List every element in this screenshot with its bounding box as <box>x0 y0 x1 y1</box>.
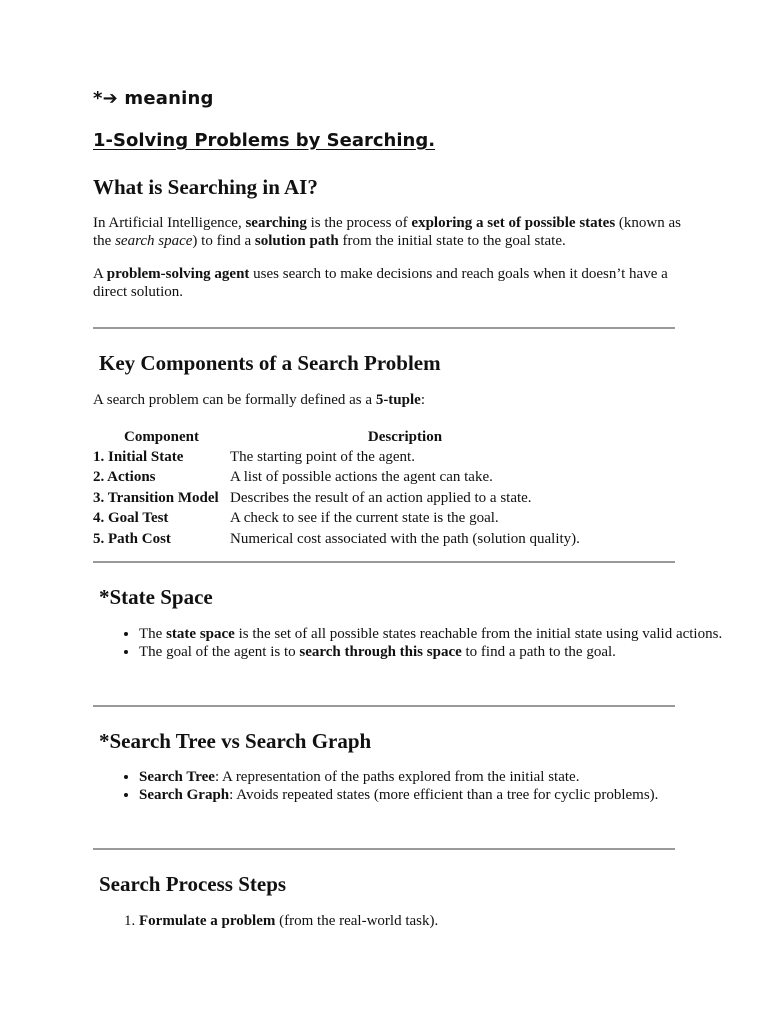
divider <box>93 327 675 329</box>
meaning-note <box>93 88 214 109</box>
list-item <box>139 787 729 804</box>
meaning-text: meaning <box>117 88 214 109</box>
bold-text: Search Tree <box>139 769 215 785</box>
bold-text: searching <box>245 215 307 231</box>
tree-graph-list <box>93 769 729 805</box>
component-cell: 3. Transition Model <box>93 489 219 506</box>
text-run: (known as the <box>93 215 681 249</box>
component-cell: 2. Actions <box>93 469 156 486</box>
list-item <box>139 626 729 643</box>
text-run: A <box>93 266 107 282</box>
state-space-list <box>93 626 729 662</box>
heading-what-is-searching: What is Searching in AI? <box>93 175 318 199</box>
text-run: The goal of the agent is to <box>139 644 300 660</box>
text-run: : <box>420 392 425 408</box>
table-row <box>93 509 580 530</box>
table-row <box>93 488 580 509</box>
text-run: The <box>139 626 167 642</box>
heading-key-components: Key Components of a Search Problem <box>99 351 441 375</box>
divider <box>93 848 675 850</box>
paragraph-five-tuple <box>93 391 683 409</box>
bold-text: Formulate a problem <box>139 913 276 929</box>
bold-text: solution path <box>254 233 339 249</box>
component-cell: 4. Goal Test <box>93 510 169 527</box>
paragraph-problem-solving-agent <box>93 265 683 301</box>
divider <box>93 705 675 707</box>
list-item <box>139 769 729 786</box>
heading-search-tree-vs-graph: *Search Tree vs Search Graph <box>99 729 372 753</box>
italic-text: search space <box>115 233 193 249</box>
divider <box>93 561 675 563</box>
heading-state-space: *State Space <box>99 585 213 609</box>
components-table <box>93 427 580 550</box>
table-header-row <box>93 427 580 447</box>
table-row <box>93 447 580 468</box>
paragraph-searching-definition <box>93 214 683 250</box>
text-run: In Artificial Intelligence, <box>93 215 246 231</box>
process-steps-list <box>93 913 729 930</box>
description-cell: A list of possible actions the agent can take. <box>230 469 493 486</box>
text-run: ) to find a <box>192 233 255 249</box>
description-cell: The starting point of the agent. <box>230 448 415 465</box>
text-run: from the initial state to the goal state. <box>338 233 566 249</box>
list-item <box>139 644 729 661</box>
text-run: A search problem can be formally defined as a <box>93 392 376 408</box>
text-run: uses search to make decisions and reach goals when it doesn’t have a direct solution. <box>93 266 668 300</box>
list-item <box>139 913 729 930</box>
bold-text: state space <box>166 626 235 642</box>
text-run: is the process of <box>306 215 412 231</box>
description-cell: Describes the result of an action applied to a state. <box>230 489 532 506</box>
bold-text: exploring a set of possible states <box>411 215 616 231</box>
text-run: (from the real-world task). <box>275 913 439 929</box>
component-cell: 5. Path Cost <box>93 530 171 547</box>
text-run: : Avoids repeated states (more efficient than a tree for cyclic problems). <box>229 787 659 803</box>
column-header-description: Description <box>367 428 443 445</box>
component-cell: 1. Initial State <box>93 448 184 465</box>
table-row <box>93 468 580 489</box>
bold-text: 5-tuple <box>375 392 421 408</box>
bold-text: Search Graph <box>139 787 230 803</box>
description-cell: Numerical cost associated with the path (solution quality). <box>230 530 580 547</box>
text-run: : A representation of the paths explored from the initial state. <box>214 769 580 785</box>
bold-text: problem-solving agent <box>106 266 250 282</box>
table-row <box>93 529 580 550</box>
asterisk: * <box>93 88 103 109</box>
column-header-component: Component <box>123 428 199 445</box>
heading-search-process-steps: Search Process Steps <box>99 872 287 896</box>
description-cell: A check to see if the current state is the goal. <box>230 510 499 527</box>
page-title: 1-Solving Problems by Searching. <box>93 130 436 151</box>
text-run: to find a path to the goal. <box>461 644 616 660</box>
bold-text: search through this space <box>299 644 462 660</box>
arrow-icon: ➔ <box>102 88 118 109</box>
text-run: is the set of all possible states reachable from the initial state using valid actions. <box>234 626 723 642</box>
